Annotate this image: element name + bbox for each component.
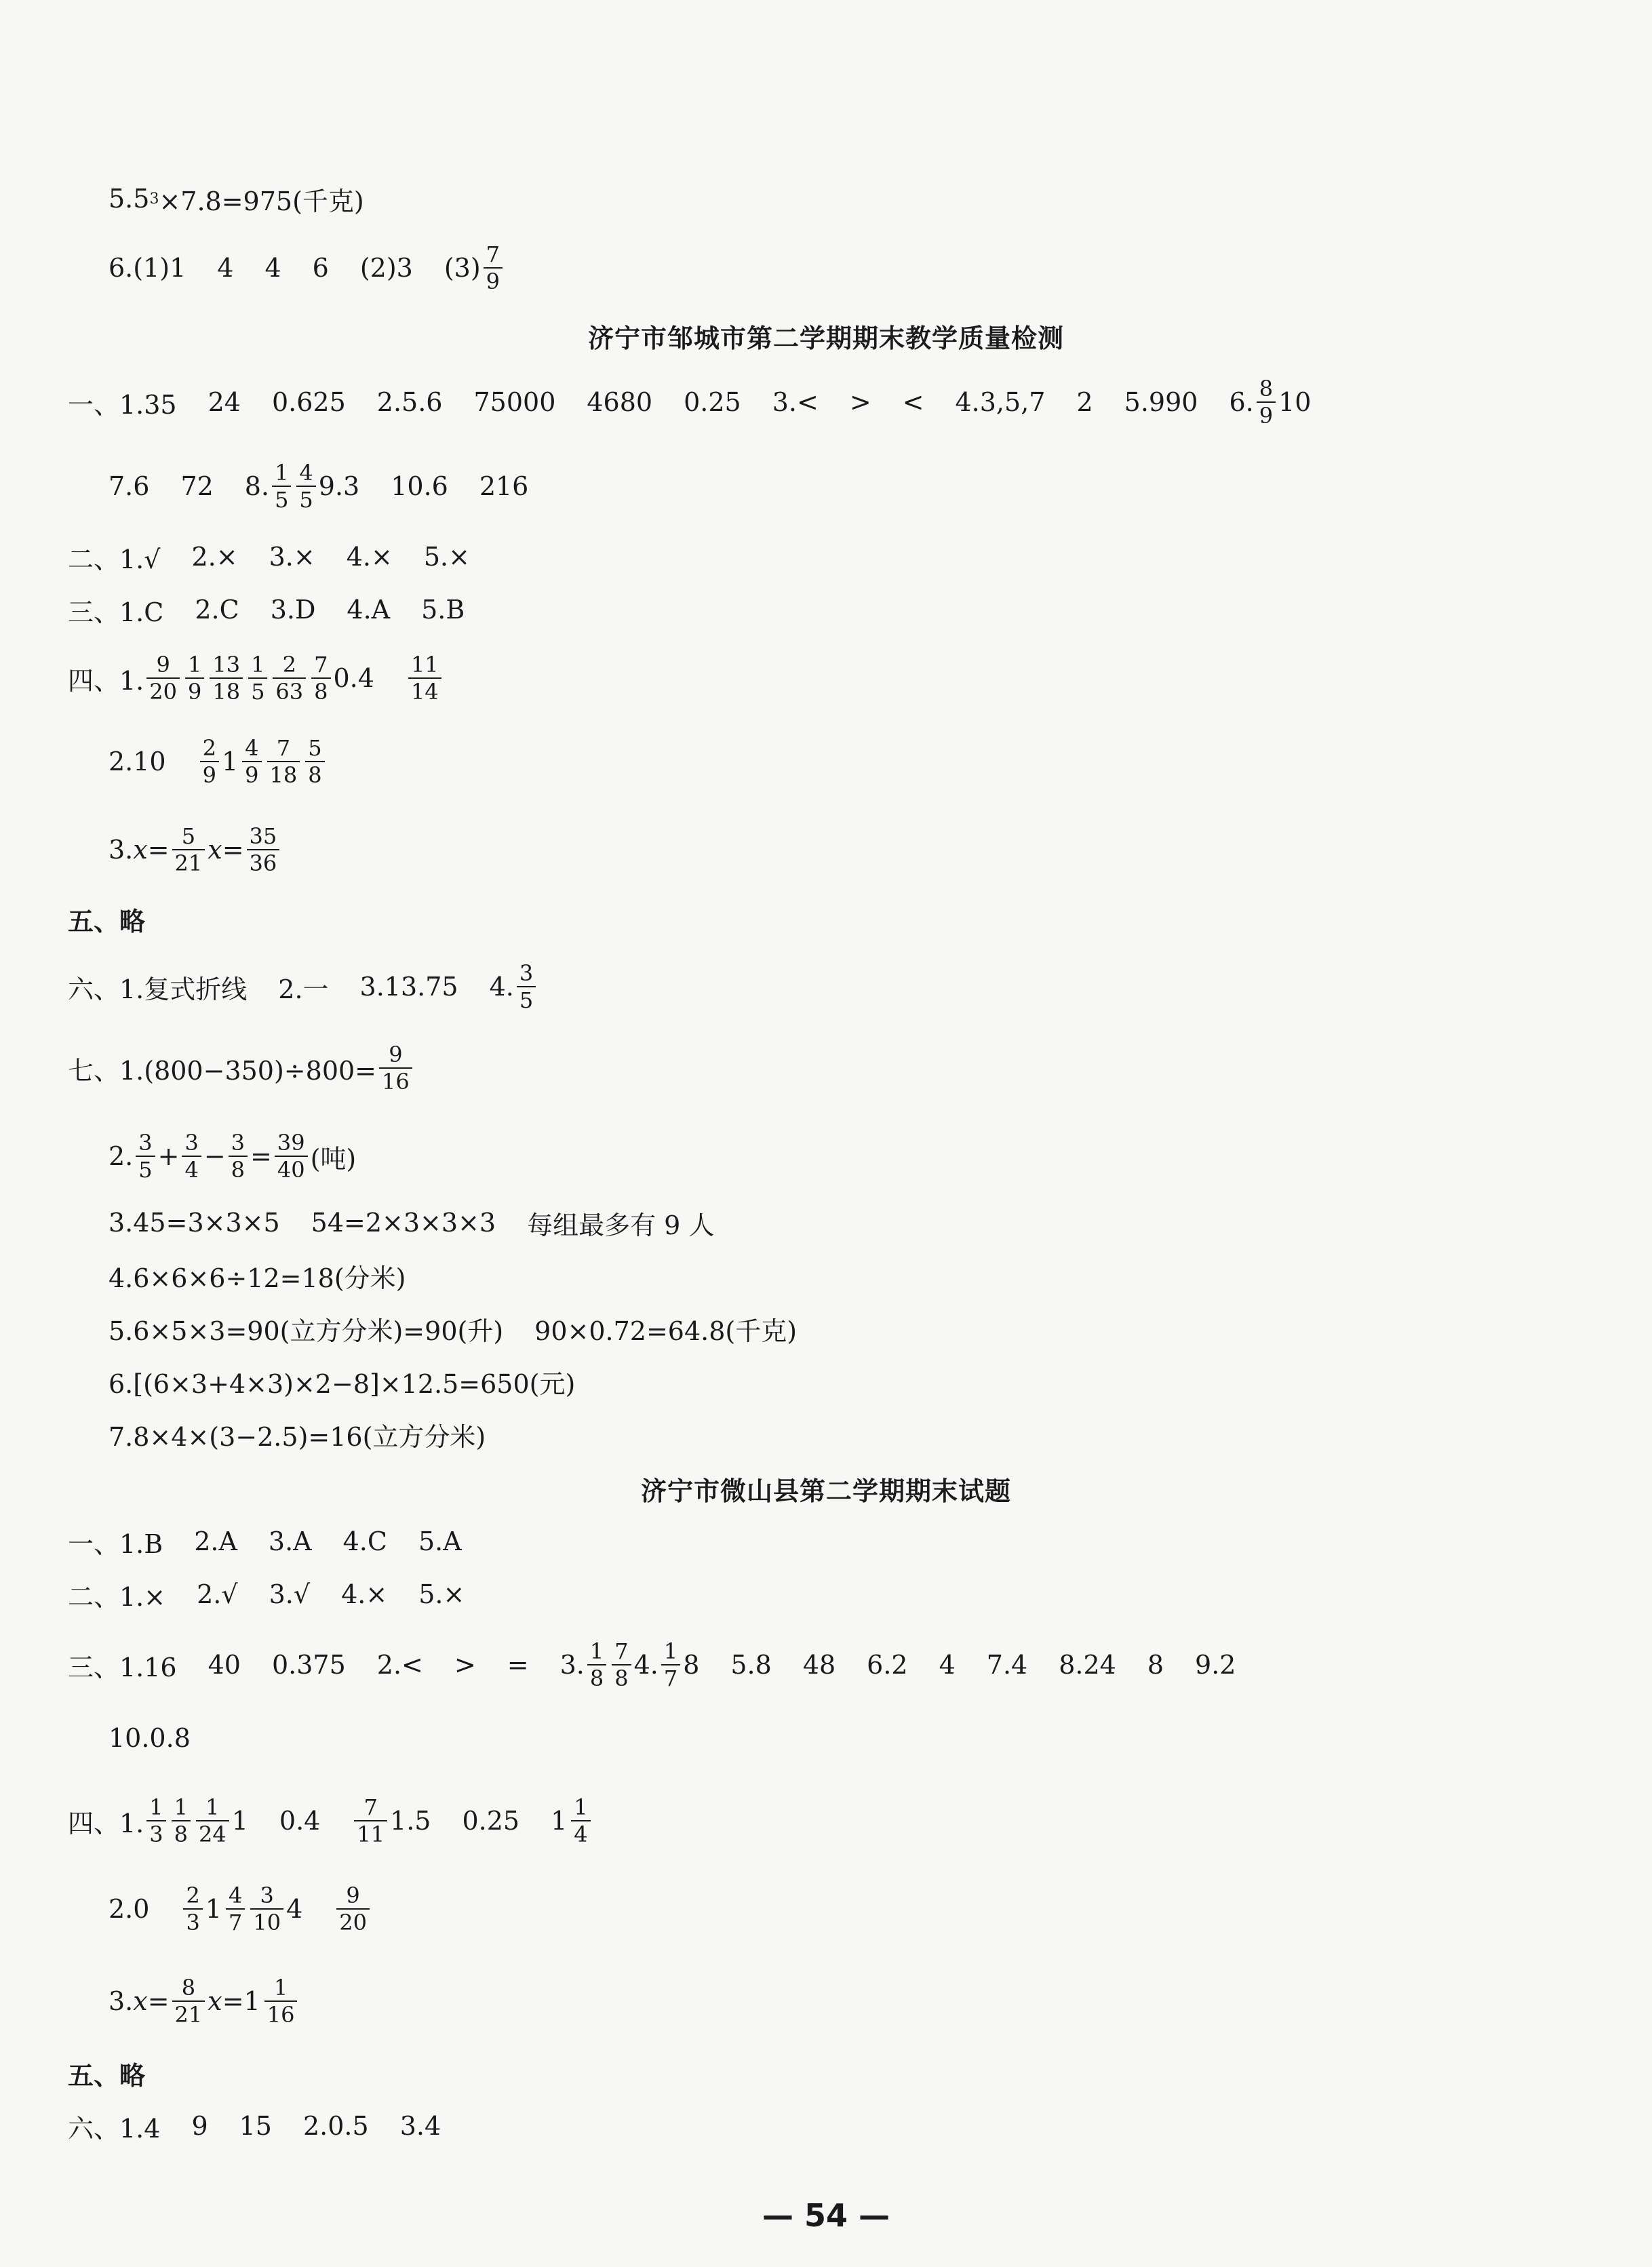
fraction: $\frac{8}{9}$	[1257, 376, 1276, 429]
fraction: $\frac{11}{14}$	[408, 652, 441, 705]
fraction: $\frac{4}{9}$	[242, 735, 261, 788]
s2-part-three-line-b: 10.0.8	[109, 1723, 191, 1753]
s1-part-one-line-b: 7.6 72 8. $\frac{1}{5}$ $\frac{4}{5}$ 9.3 10.6 216	[109, 460, 529, 513]
fraction: $\frac{3}{8}$	[229, 1130, 248, 1183]
fraction: $\frac{3}{5}$	[517, 960, 536, 1013]
fraction: $\frac{1}{7}$	[661, 1638, 680, 1691]
s1-part-seven-7: 7.8×4×(3−2.5)=16(立方分米)	[109, 1421, 486, 1452]
fraction: $\frac{9}{16}$	[379, 1042, 412, 1095]
s2-part-three-line-a: 三、1.16 40 0.375 2.< > = 3. $\frac{1}{8}$ $\frac{7}{8}$ 4. $\frac{1}{7}$ 8 5.8 48 6.2 4 7.4 8.24 8 9.2	[68, 1638, 1236, 1691]
page-number: — 54 —	[762, 2197, 890, 2234]
s2-part-six: 六、1.4 9 15 2.0.5 3.4	[68, 2111, 441, 2144]
section-title-zoucheng: 济宁市邹城市第二学期期末教学质量检测	[587, 323, 1064, 353]
s1-part-seven-2: 2. $\frac{3}{5}$ + $\frac{3}{4}$ − $\frac{3}{8}$ = $\frac{39}{40}$ (吨)	[109, 1130, 357, 1183]
fraction: $\frac{1}{5}$	[272, 460, 291, 513]
fraction: $\frac{5}{21}$	[172, 823, 205, 876]
fraction: $\frac{7}{18}$	[267, 735, 300, 788]
s1-part-four-line-3: 3. x= $\frac{5}{21}$ x= $\frac{35}{36}$	[109, 819, 282, 880]
s1-part-three: 三、1.C 2.C 3.D 4.A 5.B	[68, 595, 465, 627]
s2-part-two: 二、1.× 2.√ 3.√ 4.× 5.×	[68, 1579, 465, 1612]
s1-part-five: 五、略	[68, 906, 146, 937]
fraction: $\frac{4}{5}$	[296, 460, 315, 513]
fraction: $\frac{5}{8}$	[305, 735, 324, 788]
fraction: $\frac{1}{4}$	[571, 1794, 590, 1847]
s1-part-seven-6: 6.[(6×3+4×3)×2−8]×12.5=650(元)	[109, 1368, 576, 1399]
fraction: $\frac{1}{8}$	[587, 1638, 606, 1691]
fraction: $\frac{7}{8}$	[311, 652, 330, 705]
fraction: $\frac{1}{24}$	[196, 1794, 229, 1847]
fraction: $\frac{3}{5}$	[136, 1130, 155, 1183]
s2-part-four-line-2: 2.0 $\frac{2}{3}$ 1 $\frac{4}{7}$ $\frac{3}{10}$ 4 $\frac{9}{20}$	[109, 1878, 372, 1939]
fraction: $\frac{35}{36}$	[247, 823, 280, 876]
fraction: $\frac{1}{16}$	[264, 1975, 298, 2028]
fraction: $\frac{3}{4}$	[182, 1130, 201, 1183]
s1-part-seven-5: 5.6×5×3=90(立方分米)=90(升) 90×0.72=64.8(千克)	[109, 1316, 798, 1346]
s1-part-four-line-1: 四、1. $\frac{9}{20}$ $\frac{1}{9}$ $\frac{13}{18}$ $\frac{1}{5}$ $\frac{2}{63}$ $\frac{7}{8}$ 0.4 $\frac{11}{14}$	[68, 648, 444, 709]
s1-part-seven-4: 4.6×6×6÷12=18(分米)	[109, 1263, 406, 1293]
fraction: $\frac{13}{18}$	[210, 652, 243, 705]
s1-part-two: 二、1.√ 2.× 3.× 4.× 5.×	[68, 542, 470, 574]
fraction: $\frac{1}{8}$	[172, 1794, 191, 1847]
fraction: $\frac{1}{5}$	[248, 652, 267, 705]
fraction: $\frac{1}{9}$	[185, 652, 204, 705]
s2-part-four-line-1: 四、1. $\frac{1}{3}$ $\frac{1}{8}$ $\frac{1}{24}$ 1 0.4 $\frac{7}{11}$ 1.5 0.25 1 $\frac{1}{4}$	[68, 1790, 593, 1851]
fraction: $\frac{1}{3}$	[146, 1794, 165, 1847]
fraction: $\frac{7}{11}$	[354, 1794, 387, 1847]
s1-part-seven-3: 3.45=3×3×5 54=2×3×3×3 每组最多有 9 人	[109, 1208, 715, 1240]
fraction: $\frac{4}{7}$	[226, 1882, 245, 1935]
top-line-6: 6.(1)1 4 4 6 (2)3 (3) $\frac{7}{9}$	[109, 237, 505, 298]
fraction: $\frac{9}{20}$	[336, 1882, 370, 1935]
fraction: $\frac{8}{21}$	[172, 1975, 205, 2028]
fraction: $\frac{3}{10}$	[250, 1882, 283, 1935]
fraction: $\frac{7}{8}$	[612, 1638, 631, 1691]
fraction: $\frac{2}{9}$	[200, 735, 219, 788]
s1-part-four-line-2: 2.10 $\frac{2}{9}$ 1 $\frac{4}{9}$ $\frac{7}{18}$ $\frac{5}{8}$	[109, 731, 328, 792]
s1-part-six: 六、1.复式折线 2.一 3.13.75 4. $\frac{3}{5}$	[68, 956, 538, 1017]
fraction: $\frac{39}{40}$	[275, 1130, 308, 1183]
fraction: $\frac{2}{63}$	[273, 652, 306, 705]
s2-part-four-line-3: 3. x= $\frac{8}{21}$ x= 1 $\frac{1}{16}$	[109, 1971, 300, 2032]
fraction: $\frac{2}{3}$	[183, 1882, 202, 1935]
s1-part-one-line-a: 一、1.35 24 0.625 2.5.6 75000 4680 0.25 3.< > < 4.3,5,7 2 5.990 6. $\frac{8}{9}$ 10	[68, 376, 1312, 429]
s2-part-five: 五、略	[68, 2060, 146, 2091]
section-title-weishan: 济宁市微山县第二学期期末试题	[640, 1476, 1011, 1506]
s1-part-seven-1: 七、1.(800−350)÷800= $\frac{9}{16}$	[68, 1038, 415, 1099]
fraction: $\frac{9}{20}$	[146, 652, 180, 705]
top-line-5: 5.5 3 ×7.8=975(千克)	[109, 184, 364, 216]
fraction: $\frac{7}{9}$	[484, 241, 503, 294]
s2-part-one: 一、1.B 2.A 3.A 4.C 5.A	[68, 1526, 462, 1559]
